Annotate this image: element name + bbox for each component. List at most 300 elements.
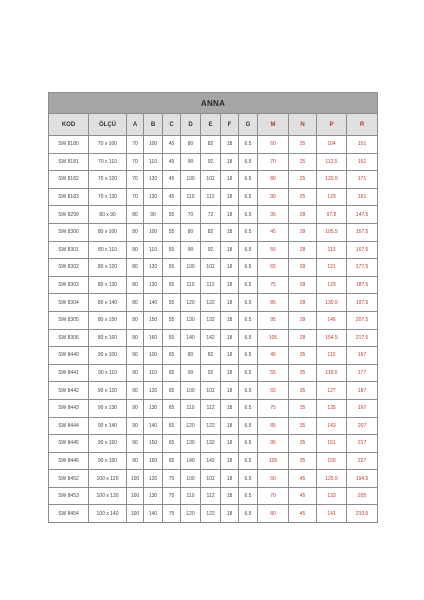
table-cell: 171 <box>347 171 378 189</box>
table-cell: 90 <box>181 364 201 382</box>
table-cell: 6.5 <box>239 188 258 206</box>
table-cell: 18 <box>221 136 239 154</box>
table-cell: 140 <box>144 417 163 435</box>
table-cell: 90 <box>127 435 144 453</box>
table-cell: 112 <box>201 487 221 505</box>
table-cell: 110 <box>181 399 201 417</box>
table-cell: SW 8454 <box>49 505 89 523</box>
table-cell: 122 <box>201 294 221 312</box>
table-cell: 80 <box>127 329 144 347</box>
table-cell: SW 8442 <box>49 382 89 400</box>
table-cell: 105 <box>258 452 289 470</box>
table-cell: 112 <box>201 188 221 206</box>
table-cell: 28 <box>289 294 317 312</box>
table-cell: 140 <box>144 294 163 312</box>
table-cell: 92 <box>201 364 221 382</box>
table-cell: 100 x 130 <box>89 487 127 505</box>
table-title-row <box>49 93 378 114</box>
table-cell: 70 x 100 <box>89 136 127 154</box>
table-cell: SW 8299 <box>49 206 89 224</box>
table-cell: 121 <box>317 259 347 277</box>
table-row <box>49 329 378 347</box>
table-cell: 70 x 130 <box>89 188 127 206</box>
table-cell: 45 <box>289 487 317 505</box>
table-cell: 197.5 <box>347 294 378 312</box>
table-cell: 120 <box>144 259 163 277</box>
table-cell: 92 <box>201 241 221 259</box>
table-cell: 18 <box>221 399 239 417</box>
table-cell: 35 <box>258 206 289 224</box>
table-cell: 90 x 120 <box>89 382 127 400</box>
table-cell: 35 <box>289 347 317 365</box>
table-cell: 35 <box>289 382 317 400</box>
table-cell: 65 <box>163 452 181 470</box>
table-cell: 18 <box>221 206 239 224</box>
table-cell: 55 <box>163 206 181 224</box>
table-row <box>49 487 378 505</box>
table-cell: 70 <box>258 487 289 505</box>
table-cell: 35 <box>289 399 317 417</box>
table-cell: 154.5 <box>317 329 347 347</box>
table-cell: 159 <box>317 452 347 470</box>
table-cell: SW 8306 <box>49 329 89 347</box>
table-cell: SW 8304 <box>49 294 89 312</box>
table-cell: 6.5 <box>239 399 258 417</box>
table-cell: 45 <box>258 347 289 365</box>
table-cell: 100 <box>181 382 201 400</box>
table-cell: 80 x 150 <box>89 311 127 329</box>
table-cell: 110 <box>181 276 201 294</box>
table-cell: 55 <box>163 276 181 294</box>
table-cell: 6.5 <box>239 487 258 505</box>
table-cell: 18 <box>221 153 239 171</box>
table-cell: SW 8453 <box>49 487 89 505</box>
table-cell: 25 <box>289 171 317 189</box>
table-row <box>49 223 378 241</box>
table-cell: 75 <box>163 505 181 523</box>
table-cell: 140 <box>144 505 163 523</box>
table-cell: 80 x 160 <box>89 329 127 347</box>
table-cell: 80 <box>127 223 144 241</box>
table-cell: 217 <box>347 435 378 453</box>
table-cell: 80 x 120 <box>89 259 127 277</box>
table-cell: SW 8305 <box>49 311 89 329</box>
table-cell: SW 8302 <box>49 259 89 277</box>
table-cell: 6.5 <box>239 241 258 259</box>
table-cell: 90 <box>127 347 144 365</box>
table-cell: 100 <box>127 487 144 505</box>
table-cell: 18 <box>221 223 239 241</box>
table-cell: 80 <box>127 259 144 277</box>
table-cell: 70 <box>127 188 144 206</box>
table-cell: 120.5 <box>317 171 347 189</box>
table-cell: 90 <box>258 188 289 206</box>
table-cell: 6.5 <box>239 329 258 347</box>
table-cell: 147.5 <box>347 206 378 224</box>
table-cell: 85 <box>258 294 289 312</box>
table-cell: 18 <box>221 452 239 470</box>
table-cell: 6.5 <box>239 276 258 294</box>
table-cell: 6.5 <box>239 153 258 171</box>
column-header-c: C <box>163 114 181 136</box>
table-cell: 6.5 <box>239 452 258 470</box>
column-header-kod: KOD <box>49 114 89 136</box>
table-cell: 130 <box>181 435 201 453</box>
table-cell: SW 8444 <box>49 417 89 435</box>
table-cell: 35 <box>289 417 317 435</box>
table-cell: 82 <box>201 347 221 365</box>
table-cell: 18 <box>221 505 239 523</box>
table-cell: 6.5 <box>239 223 258 241</box>
table-cell: 92 <box>201 153 221 171</box>
column-header-olcu: ÖLÇÜ <box>89 114 127 136</box>
table-cell: 6.5 <box>239 347 258 365</box>
table-cell: 161 <box>347 153 378 171</box>
table-cell: SW 8443 <box>49 399 89 417</box>
column-header-a: A <box>127 114 144 136</box>
table-cell: 70 <box>127 153 144 171</box>
table-cell: 130 <box>144 276 163 294</box>
table-cell: 75 <box>163 487 181 505</box>
table-cell: 120 <box>144 382 163 400</box>
table-cell: 130 <box>144 188 163 206</box>
table-cell: 194.5 <box>347 470 378 488</box>
table-cell: SW 8446 <box>49 452 89 470</box>
column-header-f: F <box>221 114 239 136</box>
table-cell: 18 <box>221 241 239 259</box>
table-row <box>49 311 378 329</box>
table-cell: 35 <box>289 435 317 453</box>
table-cell: 100 <box>127 505 144 523</box>
table-cell: 80 x 140 <box>89 294 127 312</box>
table-cell: 142 <box>201 329 221 347</box>
table-cell: 82 <box>201 223 221 241</box>
table-cell: 80 x 110 <box>89 241 127 259</box>
table-cell: 160 <box>144 329 163 347</box>
table-cell: 95 <box>258 311 289 329</box>
table-cell: 70 x 110 <box>89 153 127 171</box>
table-cell: 80 <box>181 136 201 154</box>
table-cell: 80 <box>181 223 201 241</box>
table-cell: 18 <box>221 417 239 435</box>
table-cell: 112 <box>201 276 221 294</box>
table-cell: 6.5 <box>239 136 258 154</box>
table-cell: 120 <box>181 505 201 523</box>
table-cell: 28 <box>289 223 317 241</box>
table-cell: SW 8440 <box>49 347 89 365</box>
table-cell: 80 <box>127 294 144 312</box>
table-cell: 167 <box>347 347 378 365</box>
table-cell: 80 <box>127 206 144 224</box>
table-row <box>49 259 378 277</box>
table-cell: 90 <box>127 364 144 382</box>
table-cell: 60 <box>258 470 289 488</box>
table-row <box>49 153 378 171</box>
table-cell: 102 <box>201 382 221 400</box>
table-cell: SW 8300 <box>49 223 89 241</box>
table-cell: 90 x 130 <box>89 399 127 417</box>
table-cell: 6.5 <box>239 470 258 488</box>
table-cell: 80 <box>127 241 144 259</box>
table-cell: 70 x 120 <box>89 171 127 189</box>
table-cell: 28 <box>289 329 317 347</box>
table-cell: 130 <box>144 487 163 505</box>
table-cell: 70 <box>127 171 144 189</box>
table-cell: 65 <box>163 347 181 365</box>
table-cell: 45 <box>289 470 317 488</box>
column-header-n: N <box>289 114 317 136</box>
table-cell: 143 <box>317 417 347 435</box>
table-cell: 18 <box>221 276 239 294</box>
table-cell: 97.5 <box>317 206 347 224</box>
table-cell: 132 <box>201 311 221 329</box>
table-cell: 80 <box>258 171 289 189</box>
table-cell: 45 <box>289 505 317 523</box>
table-cell: 75 <box>163 470 181 488</box>
table-cell: 122 <box>201 505 221 523</box>
table-cell: 18 <box>221 364 239 382</box>
column-header-m: M <box>258 114 289 136</box>
table-row <box>49 347 378 365</box>
table-cell: 125.5 <box>317 470 347 488</box>
table-cell: 28 <box>289 241 317 259</box>
table-cell: 100 x 140 <box>89 505 127 523</box>
column-header-d: D <box>181 114 201 136</box>
table-cell: 210.5 <box>347 505 378 523</box>
table-cell: 102 <box>201 259 221 277</box>
table-cell: 90 x 110 <box>89 364 127 382</box>
table-cell: 65 <box>163 364 181 382</box>
table-cell: 18 <box>221 435 239 453</box>
table-cell: 177.5 <box>347 259 378 277</box>
table-cell: 65 <box>258 382 289 400</box>
table-cell: 28 <box>289 206 317 224</box>
table-row <box>49 171 378 189</box>
table-cell: 112 <box>201 399 221 417</box>
table-cell: 110 <box>181 188 201 206</box>
table-cell: 85 <box>258 417 289 435</box>
table-cell: 55 <box>163 311 181 329</box>
table-cell: SW 8452 <box>49 470 89 488</box>
table-cell: 177 <box>347 364 378 382</box>
table-body <box>49 136 378 523</box>
table-row <box>49 188 378 206</box>
table-cell: 55 <box>258 241 289 259</box>
table-cell: 129 <box>317 188 347 206</box>
table-cell: 151 <box>317 435 347 453</box>
table-cell: 65 <box>258 259 289 277</box>
table-cell: 167.5 <box>347 241 378 259</box>
table-cell: 70 <box>258 153 289 171</box>
table-cell: 102 <box>201 171 221 189</box>
table-cell: 45 <box>163 171 181 189</box>
table-cell: 45 <box>258 223 289 241</box>
table-cell: 72 <box>201 206 221 224</box>
table-cell: 65 <box>163 399 181 417</box>
column-header-p: P <box>317 114 347 136</box>
table-cell: 18 <box>221 294 239 312</box>
column-header-g: G <box>239 114 258 136</box>
column-header-b: B <box>144 114 163 136</box>
table-cell: 120 <box>181 294 201 312</box>
table-cell: SW 8441 <box>49 364 89 382</box>
table-cell: 18 <box>221 171 239 189</box>
table-cell: 90 <box>127 382 144 400</box>
table-cell: 132 <box>201 435 221 453</box>
table-cell: 6.5 <box>239 382 258 400</box>
table-cell: 142 <box>201 452 221 470</box>
table-cell: 55 <box>163 259 181 277</box>
table-cell: 55 <box>163 223 181 241</box>
table-cell: 120 <box>144 171 163 189</box>
table-cell: 60 <box>258 136 289 154</box>
table-cell: 217.5 <box>347 329 378 347</box>
table-cell: 6.5 <box>239 435 258 453</box>
table-cell: 55 <box>163 241 181 259</box>
table-cell: 140 <box>181 329 201 347</box>
table-cell: 90 <box>127 417 144 435</box>
table-cell: 55 <box>163 294 181 312</box>
table-cell: 35 <box>289 364 317 382</box>
table-cell: 28 <box>289 276 317 294</box>
table-cell: 65 <box>163 382 181 400</box>
table-cell: 100 <box>181 259 201 277</box>
table-cell: 104 <box>317 136 347 154</box>
table-cell: 6.5 <box>239 206 258 224</box>
table-cell: 90 <box>181 153 201 171</box>
table-cell: 90 x 160 <box>89 452 127 470</box>
table-cell: 90 x 100 <box>89 347 127 365</box>
table-cell: 151 <box>347 136 378 154</box>
table-cell: 18 <box>221 311 239 329</box>
table-cell: 90 <box>127 399 144 417</box>
table-row <box>49 136 378 154</box>
table-cell: 45 <box>163 136 181 154</box>
table-cell: 110 <box>144 241 163 259</box>
table-cell: 35 <box>289 452 317 470</box>
table-cell: 6.5 <box>239 505 258 523</box>
table-cell: SW 8183 <box>49 188 89 206</box>
table-cell: 65 <box>163 417 181 435</box>
table-row <box>49 294 378 312</box>
table-row <box>49 382 378 400</box>
table-cell: 90 x 140 <box>89 417 127 435</box>
table-cell: 100 <box>181 171 201 189</box>
table-row <box>49 364 378 382</box>
table-cell: 6.5 <box>239 294 258 312</box>
table-cell: 130.5 <box>317 294 347 312</box>
table-cell: 6.5 <box>239 259 258 277</box>
table-cell: 207 <box>347 417 378 435</box>
table-cell: 25 <box>289 136 317 154</box>
table-cell: 82 <box>201 136 221 154</box>
table-cell: 55 <box>163 329 181 347</box>
table-header-row <box>49 114 378 136</box>
table-cell: 140 <box>181 452 201 470</box>
table-cell: 150 <box>144 311 163 329</box>
table-cell: 25 <box>289 188 317 206</box>
table-row <box>49 435 378 453</box>
table-cell: 25 <box>289 153 317 171</box>
table-cell: 110 <box>144 153 163 171</box>
table-cell: 141 <box>317 505 347 523</box>
table-cell: 105.5 <box>317 223 347 241</box>
table-row <box>49 206 378 224</box>
table-cell: 160 <box>144 452 163 470</box>
table-cell: 18 <box>221 188 239 206</box>
table-cell: 18 <box>221 259 239 277</box>
column-header-r: R <box>347 114 378 136</box>
table-cell: 100 <box>127 470 144 488</box>
table-cell: 80 <box>181 347 201 365</box>
table-cell: 135 <box>317 399 347 417</box>
table-cell: 110 <box>144 364 163 382</box>
table-cell: 105 <box>258 329 289 347</box>
table-cell: 207.5 <box>347 311 378 329</box>
table-cell: 65 <box>163 435 181 453</box>
table-cell: 119.5 <box>317 364 347 382</box>
table-cell: 122 <box>201 417 221 435</box>
table-cell: 90 x 150 <box>89 435 127 453</box>
table-cell: 130 <box>181 311 201 329</box>
table-cell: 6.5 <box>239 311 258 329</box>
table-cell: 18 <box>221 329 239 347</box>
table-cell: 18 <box>221 470 239 488</box>
table-cell: 18 <box>221 347 239 365</box>
table-row <box>49 505 378 523</box>
table-cell: 120 <box>144 470 163 488</box>
column-header-e: E <box>201 114 221 136</box>
table-row <box>49 241 378 259</box>
table-cell: 187 <box>347 382 378 400</box>
table-cell: SW 8182 <box>49 171 89 189</box>
table-cell: 28 <box>289 311 317 329</box>
table-title: ANNA <box>49 93 378 114</box>
table-cell: 102 <box>201 470 221 488</box>
table-cell: 90 <box>181 241 201 259</box>
table-cell: 55 <box>258 364 289 382</box>
table-cell: 80 <box>127 276 144 294</box>
table-cell: 130 <box>144 399 163 417</box>
table-cell: 112.5 <box>317 153 347 171</box>
table-row <box>49 452 378 470</box>
table-row <box>49 470 378 488</box>
table-cell: 110 <box>181 487 201 505</box>
table-row <box>49 276 378 294</box>
table-cell: 70 <box>127 136 144 154</box>
table-cell: 80 <box>258 505 289 523</box>
table-cell: 80 x 90 <box>89 206 127 224</box>
table-cell: 90 <box>127 452 144 470</box>
table-cell: 181 <box>347 188 378 206</box>
table-row <box>49 417 378 435</box>
table-cell: SW 8303 <box>49 276 89 294</box>
table-cell: SW 8181 <box>49 153 89 171</box>
table-cell: 197 <box>347 399 378 417</box>
table-cell: 6.5 <box>239 171 258 189</box>
table-row <box>49 399 378 417</box>
table-cell: 187.5 <box>347 276 378 294</box>
table-cell: 100 <box>181 470 201 488</box>
table-cell: 6.5 <box>239 364 258 382</box>
table-cell: 100 <box>144 136 163 154</box>
table-cell: 205 <box>347 487 378 505</box>
table-cell: 133 <box>317 487 347 505</box>
table-cell: 129 <box>317 276 347 294</box>
table-cell: 100 x 120 <box>89 470 127 488</box>
table-cell: SW 8180 <box>49 136 89 154</box>
table-cell: 90 <box>144 206 163 224</box>
